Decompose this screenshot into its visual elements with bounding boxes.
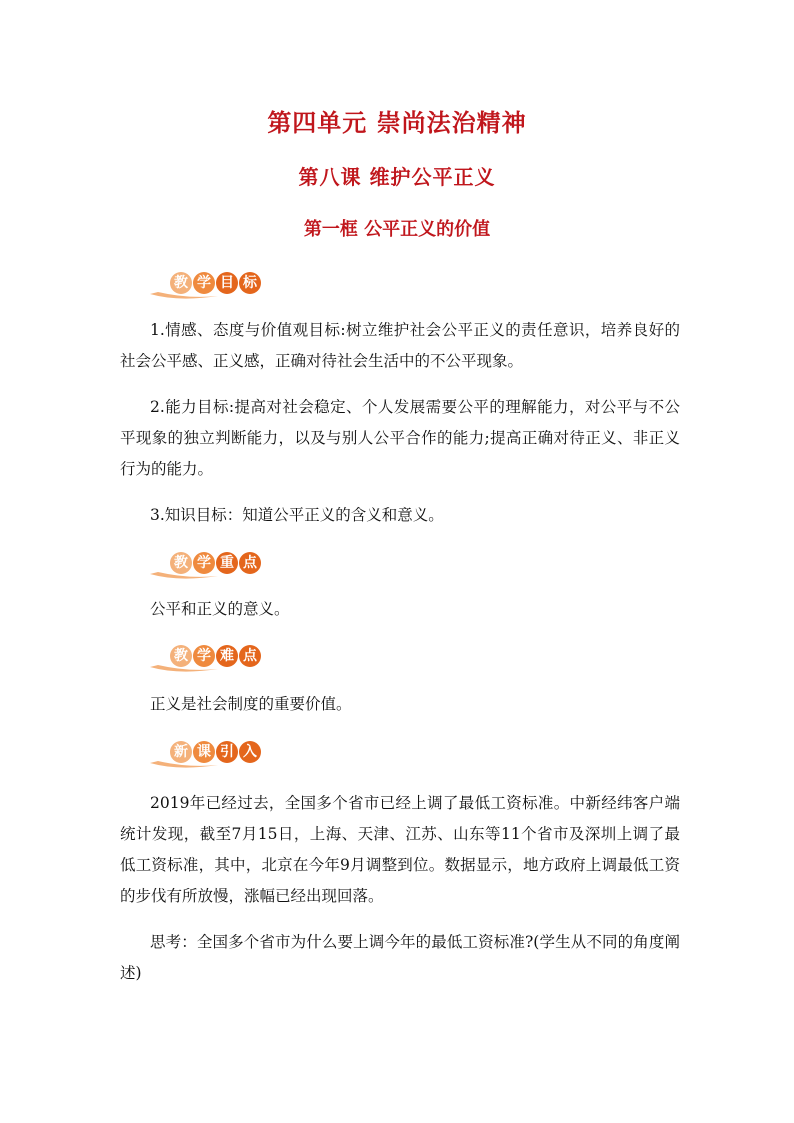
intro-paragraph: 2019年已经过去，全国多个省市已经上调了最低工资标准。中新经纬客户端统计发现，截至7月15日，上海、天津、江苏、山东等11个省市及深圳上调了最低工资标准，其中，北京在今年9月调整到位。数据显示，地方政府上调最低工资的步伐有所放慢，涨幅已经出现回落。 [120,794,680,905]
badge-char: 学 [193,272,215,294]
difficulties-text: 正义是社会制度的重要价值。 [150,695,352,713]
goal-paragraph-1: 1.情感、态度与价值观目标:树立维护社会公平正义的责任意识，培养良好的社会公平感、正义感，正确对待社会生活中的不公平现象。 [120,321,680,370]
goal-paragraph-2: 2.能力目标:提高对社会稳定、个人发展需要公平的理解能力，对公平与不公平现象的独立判断能力，以及与别人公平合作的能力;提高正确对待正义、非正义行为的能力。 [120,398,680,478]
goal-paragraph-3: 3.知识目标：知道公平正义的含义和意义。 [150,506,444,524]
difficulties-badge [148,641,268,675]
think-question: 思考：全国多个省市为什么要上调今年的最低工资标准?(学生从不同的角度阐述) [120,933,680,982]
badge-char: 学 [193,552,215,574]
unit-title: 第四单元 崇尚法治精神 [267,108,527,137]
intro-badge [148,737,268,771]
badge-char: 课 [193,741,215,763]
badge-char: 教 [170,645,192,667]
badge-char: 点 [239,552,261,574]
key-points-badge [148,548,268,582]
section-title: 第一框 公平正义的价值 [303,219,491,240]
badge-char: 引 [216,741,238,763]
badge-char: 标 [239,272,261,294]
key-points-text: 公平和正义的意义。 [150,600,290,618]
badge-char: 学 [193,645,215,667]
badge-char: 点 [239,645,261,667]
badge-char: 入 [239,741,261,763]
badge-char: 重 [216,552,238,574]
badge-char: 教 [170,272,192,294]
badge-char: 新 [170,741,192,763]
lesson-title: 第八课 维护公平正义 [298,165,496,189]
badge-char: 难 [216,645,238,667]
badge-char: 教 [170,552,192,574]
badge-char: 目 [216,272,238,294]
teaching-goals-badge [148,268,268,302]
